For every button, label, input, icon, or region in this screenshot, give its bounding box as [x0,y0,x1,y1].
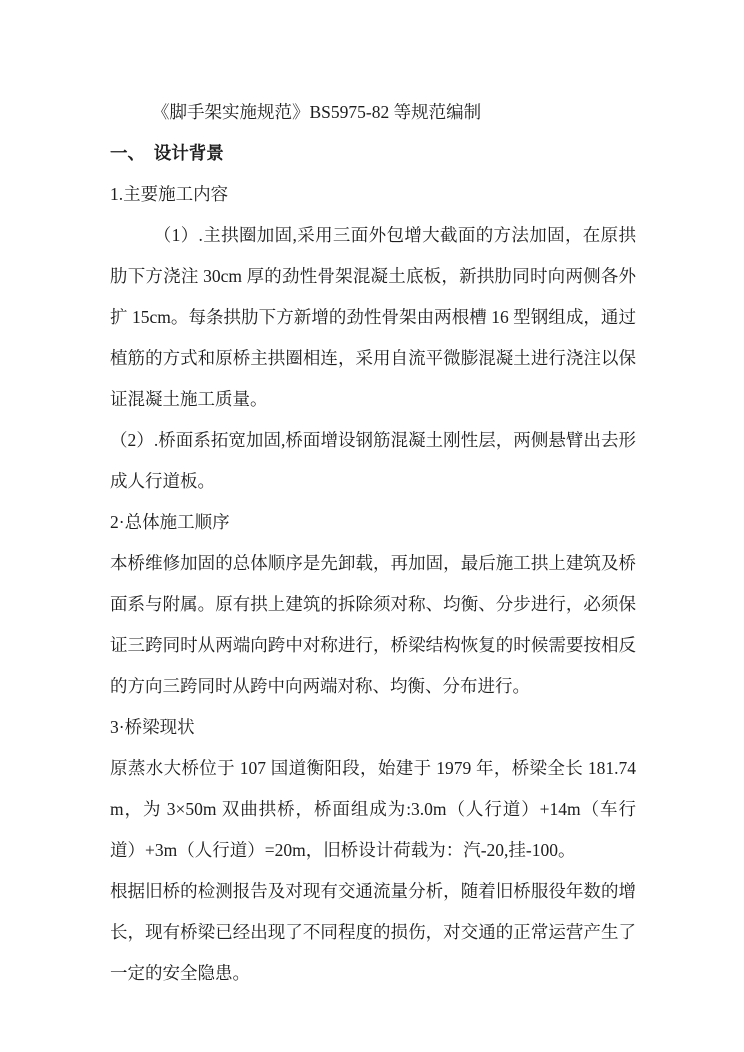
subheading-overall-construction-sequence: 2·总体施工顺序 [110,512,230,532]
paragraph-bridge-history: 原蒸水大桥位于 107 国道衡阳段，始建于 1979 年，桥梁全长 181.74m，为 3×50m 双曲拱桥，桥面组成为:3.0m（人行道）+14m（车行道）+3m（人行道）=20m，旧桥设计荷载为：汽-20,挂-100。 [110,758,636,860]
subheading-bridge-current-status: 3·桥梁现状 [110,717,195,737]
section-heading-design-background: 一、 设计背景 [110,143,224,163]
paragraph-bridge-damage: 根据旧桥的检测报告及对现有交通流量分析，随着旧桥服役年数的增长，现有桥梁已经出现了不同程度的损伤，对交通的正常运营产生了一定的安全隐患。 [110,881,636,983]
paragraph-overall-sequence-detail: 本桥维修加固的总体顺序是先卸载，再加固，最后施工拱上建筑及桥面系与附属。原有拱上建筑的拆除须对称、均衡、分步进行，必须保证三跨同时从两端向跨中对称进行，桥梁结构恢复的时候需要按相反的方向三跨同时从跨中向两端对称、均衡、分布进行。 [110,553,636,696]
paragraph-arch-ring-reinforcement: （1）.主拱圈加固,采用三面外包增大截面的方法加固，在原拱肋下方浇注 30cm 厚的劲性骨架混凝土底板，新拱肋同时向两侧各外扩 15cm。每条拱肋下方新增的劲性骨架由两根槽 16 型钢组成，通过植筋的方式和原桥主拱圈相连，采用自流平微膨混凝土进行浇注以保证混凝土施工质量。 [110,225,636,409]
paragraph-deck-widening-reinforcement: （2）.桥面系拓宽加固,桥面增设钢筋混凝土刚性层，两侧悬臂出去形成人行道板。 [110,430,636,491]
subheading-main-construction-content: 1.主要施工内容 [110,184,229,204]
intro-line: 《脚手架实施规范》BS5975-82 等规范编制 [152,102,482,122]
